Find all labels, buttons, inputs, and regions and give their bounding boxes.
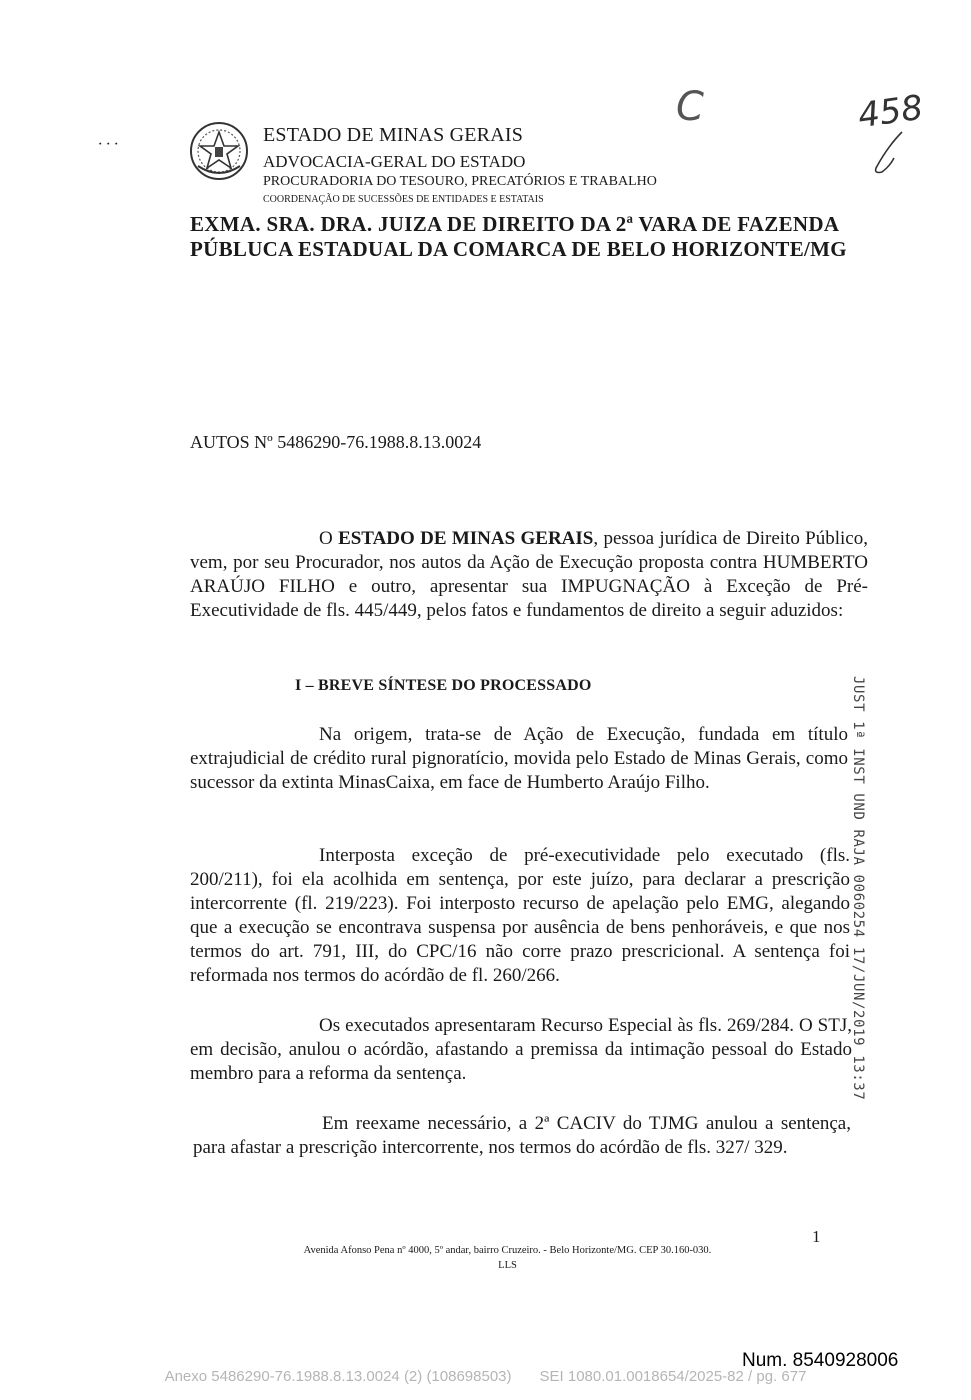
paragraph-reexam [193, 1112, 851, 1160]
footer-initials: LLS [498, 1260, 517, 1271]
paragraph-origin-text: Na origem, trata-se de Ação de Execução, fundada em título extrajudicial de crédito rural pignoratício, movida pelo Estado de Minas Gerais, como sucessor da extinta MinasCaixa, em face de Humberto Araújo Filho. [190, 724, 848, 793]
footer-address: Avenida Afonso Pena nº 4000, 5º andar, bairro Cruzeiro. - Belo Horizonte/MG. CEP 30.160-030. [303, 1245, 712, 1256]
header-department: PROCURADORIA DO TESOURO, PRECATÓRIOS E TRABALHO [263, 174, 657, 189]
margin-tick-marks: · · · [98, 136, 118, 153]
intro-prefix: O [319, 528, 339, 549]
intro-paragraph [190, 527, 868, 623]
addressee [190, 212, 860, 262]
section-title: I – BREVE SÍNTESE DO PROCESSADO [295, 677, 592, 694]
intro-party: ESTADO DE MINAS GERAIS [338, 528, 594, 549]
case-number: AUTOS Nº 5486290-76.1988.8.13.0024 [190, 432, 482, 452]
header-coordination: COORDENAÇÃO DE SUCESSÕES DE ENTIDADES E ESTATAIS [263, 194, 544, 205]
handwritten-initial-icon [868, 128, 908, 176]
addressee-line-1: EXMA. SRA. DRA. JUIZA DE DIREITO DA 2ª VARA DE FAZENDA [190, 212, 840, 236]
addressee-line-2: PÚBLUCA ESTADUAL DA COMARCA DE BELO HORIZONTE/MG [190, 237, 847, 261]
page-number: 1 [812, 1227, 821, 1246]
annex-reference [0, 1368, 971, 1385]
paragraph-special-appeal-text: Os executados apresentaram Recurso Especial às fls. 269/284. O STJ, em decisão, anulou o acórdão, afastando a premissa da intimação pessoal do Estado membro para a reforma da sentença. [190, 1015, 852, 1084]
intro-text: , pessoa jurídica de Direito Público, vem, por seu Procurador, nos autos da Ação de Execução proposta contra HUMBERTO ARAÚJO FILHO e outro, apresentar sua IMPUGNAÇÃO à Exceção de Pré-Executividade de fls. 445/449, pelos fatos e fundamentos de direito a seguir aduzidos: [190, 528, 868, 621]
handwritten-page-number: 458 [855, 87, 926, 137]
document-number: Num. 8540928006 [742, 1350, 899, 1371]
protocol-stamp [846, 676, 872, 1101]
header-office: ADVOCACIA-GERAL DO ESTADO [263, 152, 526, 171]
paragraph-special-appeal [190, 1014, 852, 1086]
annex-text: Anexo 5486290-76.1988.8.13.0024 (2) (108698503) [164, 1368, 512, 1385]
paragraph-reexam-text: Em reexame necessário, a 2ª CACIV do TJMG anulou a sentença, para afastar a prescrição intercorrente, nos termos do acórdão de fls. 327/ 329. [193, 1113, 851, 1158]
paragraph-origin [190, 723, 848, 795]
header-state: ESTADO DE MINAS GERAIS [263, 124, 524, 146]
paragraph-exception [190, 844, 850, 988]
protocol-stamp-text: JUST 1ª INST UND RAJA 0060254 17/JUN/2019 13:37 [850, 676, 866, 1101]
handwritten-letter: C [676, 84, 704, 130]
sei-reference: SEI 1080.01.0018654/2025-82 / pg. 677 [539, 1368, 807, 1385]
state-coat-of-arms-icon [188, 120, 250, 182]
paragraph-exception-text: Interposta exceção de pré-executividade pelo executado (fls. 200/211), foi ela acolhida em sentença, por este juízo, para declarar a prescrição intercorrente (fl. 219/223). Foi interposto recurso de apelação pelo EMG, alegando que a execução se encontrava suspensa por ausência de bens penhoráveis, e que nos termos do art. 791, III, do CPC/16 não corre prazo prescricional. A sentença foi reformada nos termos do acórdão de fl. 260/266. [190, 845, 850, 986]
